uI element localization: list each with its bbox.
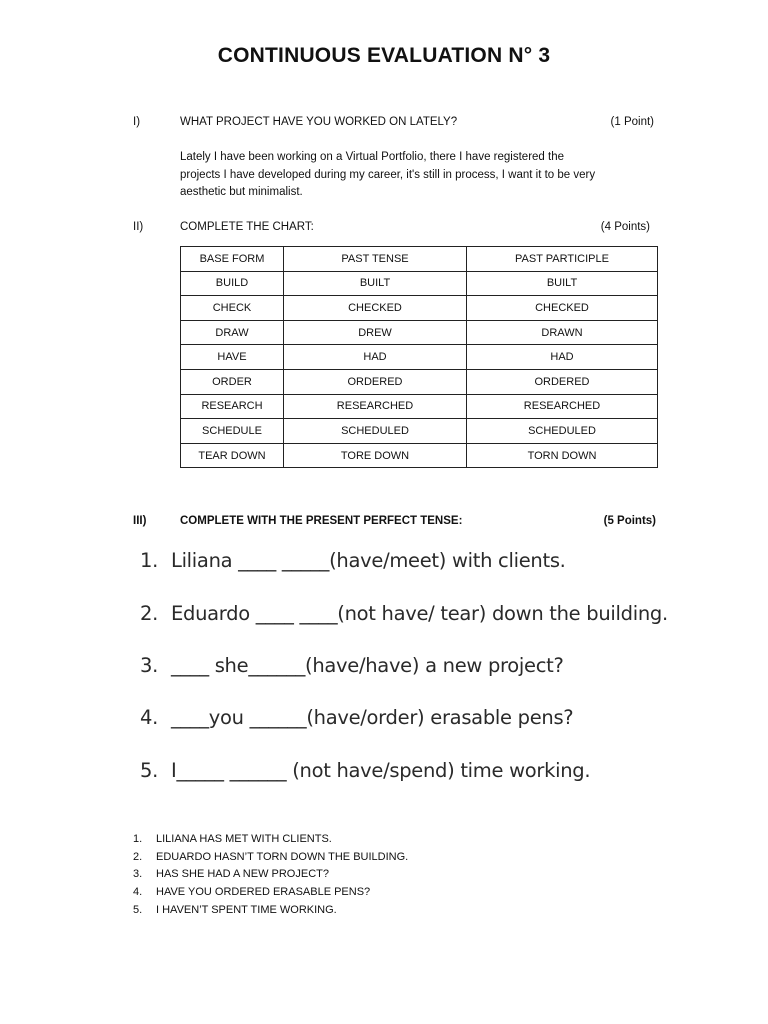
header-past-participle: PAST PARTICIPLE — [467, 247, 658, 272]
table-cell: CHECKED — [467, 296, 658, 321]
exercise-number: 3. — [140, 654, 159, 677]
table-cell: ORDER — [181, 369, 284, 394]
section-1-number: I) — [133, 116, 141, 128]
table-cell: HAVE — [181, 345, 284, 370]
answer-number: 4. — [133, 886, 143, 899]
table-cell: ORDERED — [284, 369, 467, 394]
table-cell: BUILT — [467, 271, 658, 296]
table-cell: HAD — [467, 345, 658, 370]
answer-text: HAS SHE HAD A NEW PROJECT? — [156, 868, 329, 881]
table-cell: DREW — [284, 320, 467, 345]
answer-number: 1. — [133, 833, 143, 845]
section-3-points: (5 Points) — [603, 515, 656, 527]
answer-number: 3. — [133, 868, 143, 881]
table-cell: HAD — [284, 345, 467, 370]
table-cell: SCHEDULED — [467, 419, 658, 444]
table-row — [181, 419, 658, 444]
exercise-text: ____you ______(have/order) erasable pens? — [171, 706, 574, 729]
list-item — [133, 902, 408, 920]
list-item — [133, 849, 408, 867]
header-base-form: BASE FORM — [181, 247, 284, 272]
exercise-number: 5. — [140, 759, 159, 782]
exercise-number: 2. — [140, 602, 159, 625]
answer-line: projects I have developed during my career, it's still in process, I want it to be very — [180, 168, 596, 181]
table-row — [181, 345, 658, 370]
table-cell: SCHEDULE — [181, 419, 284, 444]
answer-line: aesthetic but minimalist. — [180, 186, 303, 198]
header-past-tense: PAST TENSE — [284, 247, 467, 272]
table-cell: TORE DOWN — [284, 443, 467, 468]
answer-line: Lately I have been working on a Virtual Portfolio, there I have registered the — [180, 151, 564, 163]
exercise-text: Liliana ____ _____(have/meet) with clients. — [171, 549, 566, 572]
exercise-number: 1. — [140, 549, 159, 572]
answers-list — [133, 831, 408, 919]
table-cell: CHECKED — [284, 296, 467, 321]
table-cell: BUILT — [284, 271, 467, 296]
exercise-number: 4. — [140, 706, 159, 729]
table-cell: DRAWN — [467, 320, 658, 345]
answer-text: LILIANA HAS MET WITH CLIENTS. — [156, 833, 332, 845]
verb-chart — [180, 246, 658, 468]
answer-number: 5. — [133, 903, 143, 916]
table-cell: ORDERED — [467, 369, 658, 394]
list-item — [133, 884, 408, 902]
section-1-answer — [180, 149, 660, 202]
section-2-question: COMPLETE THE CHART: — [180, 221, 314, 233]
section-1-question: WHAT PROJECT HAVE YOU WORKED ON LATELY? — [180, 116, 458, 128]
exercise-item — [140, 706, 573, 729]
list-item — [133, 866, 408, 884]
table-header-row — [181, 247, 658, 272]
exercise-text: Eduardo ____ ____(not have/ tear) down the building. — [171, 602, 668, 625]
exercise-item — [140, 654, 564, 677]
exercise-text: I_____ ______ (not have/spend) time working. — [171, 759, 591, 782]
list-item — [133, 831, 408, 849]
exercise-item — [140, 602, 668, 625]
section-2-number: II) — [133, 221, 144, 233]
table-cell: RESEARCHED — [284, 394, 467, 419]
answer-text: EDUARDO HASN’T TORN DOWN THE BUILDING. — [156, 850, 409, 863]
table-row — [181, 296, 658, 321]
table-row — [181, 443, 658, 468]
exercise-text: ____ she______(have/have) a new project? — [171, 654, 564, 677]
table-cell: TORN DOWN — [467, 443, 658, 468]
table-row — [181, 271, 658, 296]
table-cell: CHECK — [181, 296, 284, 321]
section-3-question: COMPLETE WITH THE PRESENT PERFECT TENSE: — [180, 515, 463, 527]
table-cell: BUILD — [181, 271, 284, 296]
exercise-item — [140, 549, 566, 572]
page-title: CONTINUOUS EVALUATION N° 3 — [217, 44, 551, 67]
answer-text: I HAVEN’T SPENT TIME WORKING. — [156, 903, 337, 916]
table-cell: SCHEDULED — [284, 419, 467, 444]
section-3-number: III) — [133, 515, 147, 527]
table-cell: TEAR DOWN — [181, 443, 284, 468]
section-1-points: (1 Point) — [610, 116, 654, 128]
table-row — [181, 369, 658, 394]
table-cell: RESEARCH — [181, 394, 284, 419]
answer-number: 2. — [133, 850, 143, 863]
table-row — [181, 320, 658, 345]
table-row — [181, 394, 658, 419]
table-cell: DRAW — [181, 320, 284, 345]
table-cell: RESEARCHED — [467, 394, 658, 419]
section-2-points: (4 Points) — [600, 221, 650, 233]
exercise-item — [140, 759, 590, 782]
answer-text: HAVE YOU ORDERED ERASABLE PENS? — [156, 886, 371, 899]
